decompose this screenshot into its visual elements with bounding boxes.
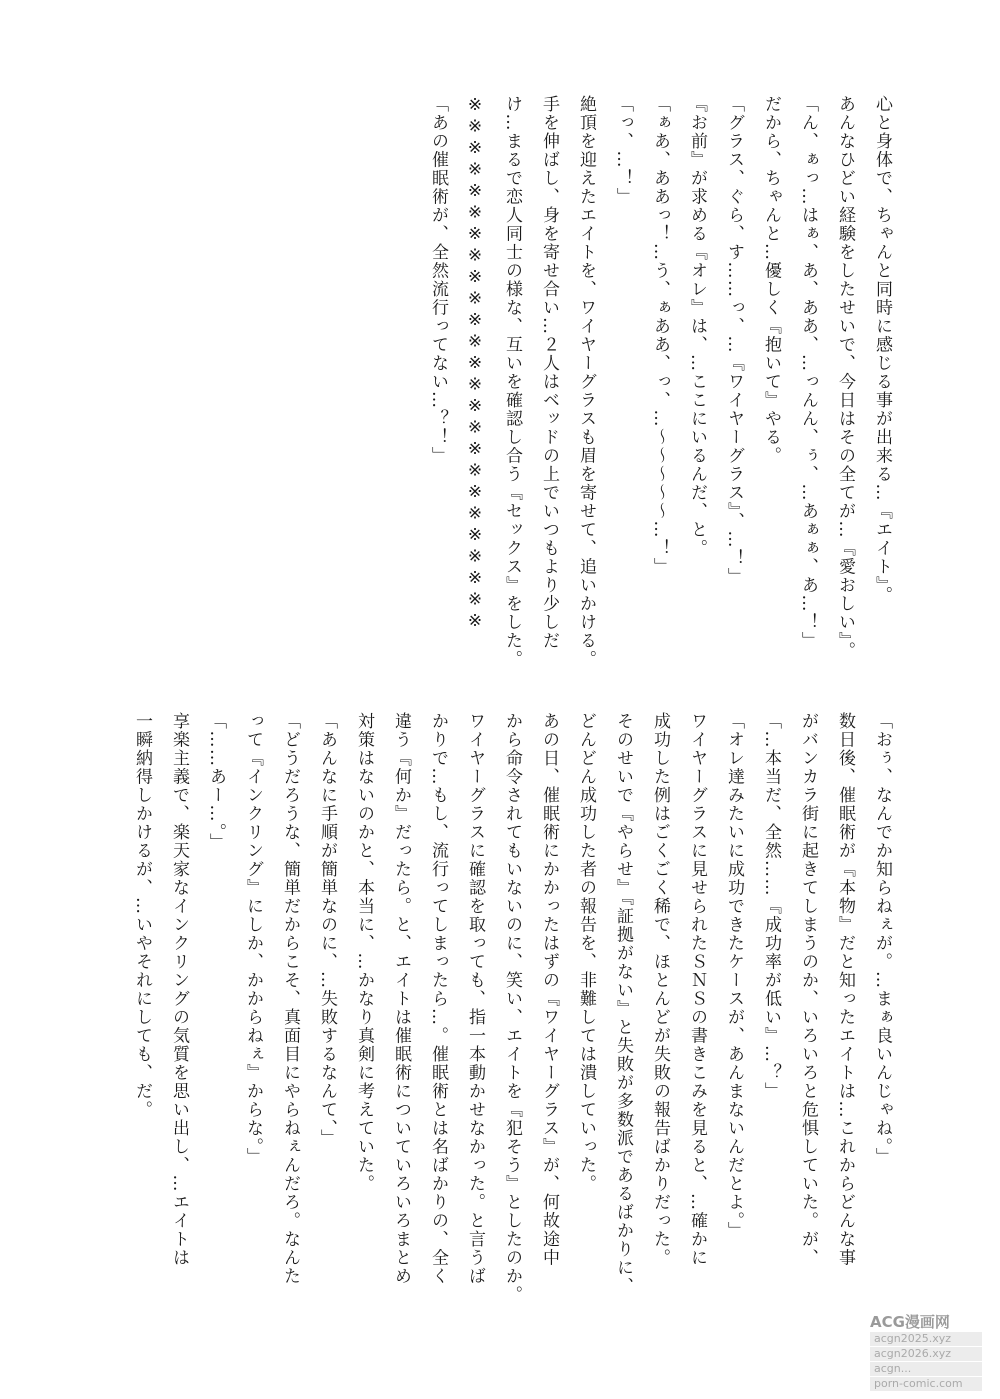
text-line: 一瞬納得しかけるが、…いやそれにしても、だ。 [132, 712, 152, 1119]
text-line: け…まるで恋人同士の様な、互いを確認し合う『セックス』をした。 [502, 95, 522, 669]
text-line: 「どうだろうな、簡単だからこそ、真面目にやらねぇんだろ。なんた [280, 712, 300, 1286]
watermark-logo: ACG漫画网 [870, 1313, 950, 1331]
text-block-top [419, 95, 900, 669]
text-line: 「……あー…。」 [206, 712, 226, 852]
text-line: あんなひどい経験をしたせいで、今日はその全てが…『愛おしい』。 [835, 95, 855, 660]
text-line: かりで…もし、流行ってしまったら…。催眠術とは名ばかりの、全く [428, 712, 448, 1286]
text-line: 享楽主義で、楽天家なインクリングの気質を思い出し、…エイトは [169, 712, 189, 1267]
text-line: 成功した例はごくごく稀で、ほとんどが失敗の報告ばかりだった。 [650, 712, 670, 1267]
text-line: 「グラス、ぐら、す……っ、…『ワイヤーグラス』、…！」 [724, 95, 744, 586]
text-line: どんどん成功した者の報告を、非難しては潰していった。 [576, 712, 596, 1193]
text-line: 「ん、ぁっ…はぁ、あ、ああ、…っんん、ぅ、…あぁぁ、あ…！」 [798, 95, 818, 650]
text-line: ワイヤーグラスに確認を取っても、指一本動かせなかった。と言うば [465, 712, 485, 1286]
text-line: だから、ちゃんと…優しく『抱いて』やる。 [761, 95, 781, 465]
text-line: 絶頂を迎えたエイトを、ワイヤーグラスも眉を寄せて、追いかける。 [576, 95, 596, 669]
text-line: から命令されてもいないのに、笑い、エイトを『犯そう』としたのか。 [502, 712, 522, 1304]
text-line: って『インクリング』にしか、かからねぇ』からな。」 [243, 712, 263, 1166]
watermark-site: acgn2025.xyz [870, 1332, 982, 1346]
text-line: がバンカラ街に起きてしまうのか、いろいろと危惧していた。が、 [798, 712, 818, 1267]
text-line: 「オレ達みたいに成功できたケースが、あんまないんだとよ。」 [724, 712, 744, 1240]
text-line: 数日後、催眠術が『本物』だと知ったエイトは…これからどんな事 [835, 712, 855, 1267]
watermark [870, 1313, 982, 1391]
text-line: 「ぁあ、ああっ！…う、ぁああ、っ、…〜〜〜〜〜…！」 [650, 95, 670, 576]
text-line: あの日、催眠術にかかったはずの『ワイヤーグラス』が、何故途中 [539, 712, 559, 1267]
text-line: 「…本当だ、全然……『成功率が低い』…？」 [761, 712, 781, 1101]
text-line: 心と身体で、ちゃんと同時に感じる事が出来る…『エイト』。 [872, 95, 892, 605]
scene-break-line: ※※※※※※※※※※※※※※※※※※※※※※※※※ [465, 95, 485, 633]
text-line: 「あんなに手順が簡単なのに、…失敗するなんて、」 [317, 712, 337, 1148]
text-block-bottom [123, 712, 900, 1304]
text-line: 違う『何か』だったら。と、エイトは催眠術についていろいろまとめ [391, 712, 411, 1286]
text-line: 『お前』が求める『オレ』は、…ここにいるんだ、と。 [687, 95, 707, 558]
watermark-site: acgn2026.xyz [870, 1347, 982, 1361]
text-line: ワイヤーグラスに見せられたＳＮＳの書きこみを見ると、…確かに [687, 712, 707, 1267]
text-line: 対策はないのかと、本当に、…かなり真剣に考えていた。 [354, 712, 374, 1193]
text-line: 「っ、…！」 [613, 95, 633, 206]
text-line: 「おぅ、なんでか知らねぇが。…まぁ良いんじゃね。」 [872, 712, 892, 1166]
text-line: 手を伸ばし、身を寄せ合い…２人はベッドの上でいつもより少しだ [539, 95, 559, 650]
text-line: 「あの催眠術が、全然流行ってない…？！」 [428, 95, 448, 465]
text-line: そのせいで『やらせ』『証拠がない』と失敗が多数派であるばかりに、 [613, 712, 633, 1296]
watermark-site: acgn... [870, 1362, 982, 1376]
watermark-site: porn-comic.com [870, 1377, 982, 1391]
